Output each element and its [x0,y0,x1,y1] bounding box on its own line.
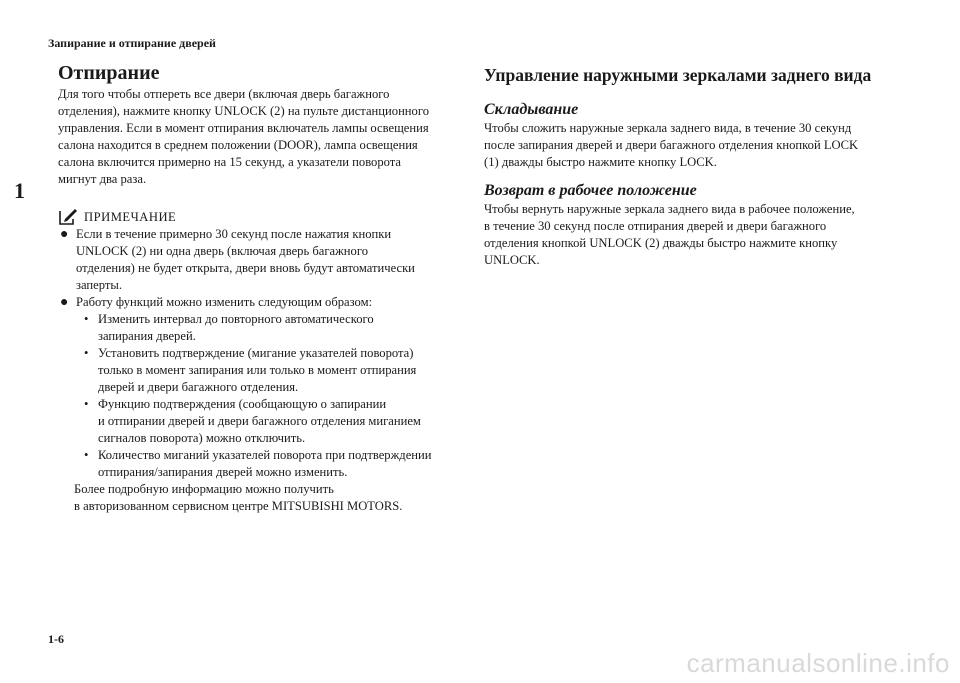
note-block [58,208,458,515]
note-header [58,208,458,226]
page-number: 1-6 [48,632,64,646]
text-line: Изменить интервал до повторного автоматического [98,312,374,326]
text-line: в течение 30 секунд после отпирания дверей и двери багажного [484,219,827,233]
text-line: UNLOCK. [484,253,540,267]
text-line: сигналов поворота) можно отключить. [98,431,306,445]
unlocking-paragraph [58,86,458,188]
text-line: Для того чтобы отпереть все двери (включая дверь багажного [58,87,390,101]
watermark: carmanualsonline.info [686,648,950,678]
text-line: Количество миганий указателей поворота при подтверждении [98,448,432,462]
subheading-return: Возврат в рабочее положение [484,182,697,199]
note-footer-text [74,481,458,515]
sub-bullet-mark: • [84,397,89,411]
text-line: Более подробную информацию можно получить [74,482,334,496]
note-pencil-icon [58,208,78,226]
sub-item-text [98,447,458,481]
text-line: отделения), нажмите кнопку UNLOCK (2) на пульте дистанционного [58,104,429,118]
header-title: Запирание и отпирание дверей [48,36,216,50]
sub-bullet-mark: • [84,448,89,462]
left-column [58,60,458,515]
chapter-number: 1 [14,178,25,203]
text-line: мигнут два раза. [58,172,147,186]
text-line: салона включится примерно на 15 секунд, а указатели поворота [58,155,402,169]
section-heading-mirrors: Управление наружными зеркалами заднего вида [484,65,872,85]
note-sub-item [84,345,458,396]
text-line: дверей и двери багажного отделения. [98,380,299,394]
note-bullet [60,294,458,311]
text-line: запирания дверей. [98,329,196,343]
sub-bullet-mark: • [84,312,89,326]
text-line: Функцию подтверждения (сообщающую о запирании [98,397,387,411]
text-line: (1) дважды быстро нажмите кнопку LOCK. [484,155,717,169]
text-line: заперты. [76,278,122,292]
note-sub-item [84,447,458,481]
sub-item-text [98,396,458,447]
text-line: Чтобы сложить наружные зеркала заднего вида, в течение 30 секунд [484,121,852,135]
bullet-text [76,226,458,294]
bullet-dot-icon: ● [60,227,69,242]
text-line: после запирания дверей и двери багажного отделения кнопкой LOCK [484,138,859,152]
text-line: UNLOCK (2) ни одна дверь (включая дверь багажного [76,244,368,258]
folding-paragraph [484,120,894,171]
text-line: Установить подтверждение (мигание указателей поворота) [98,346,414,360]
sub-item-text [98,311,458,345]
note-sub-item [84,396,458,447]
return-paragraph [484,201,894,269]
bullet-text: Работу функций можно изменить следующим образом: [76,295,373,309]
note-bullet [60,226,458,294]
text-line: салона находится в среднем положении (DOOR), лампа освещения [58,138,418,152]
right-column [484,60,894,269]
sub-item-text [98,345,458,396]
text-line: Если в течение примерно 30 секунд после нажатия кнопки [76,227,392,241]
text-line: и отпирании дверей и двери багажного отделения миганием [98,414,421,428]
text-line: отделения кнопкой UNLOCK (2) дважды быстро нажмите кнопку [484,236,838,250]
text-line: отпирания/запирания дверей можно изменить. [98,465,348,479]
text-line: Чтобы вернуть наружные зеркала заднего вида в рабочее положение, [484,202,855,216]
text-line: отделения) не будет открыта, двери вновь будут автоматически [76,261,415,275]
bullet-dot-icon: ● [60,295,69,310]
text-line: только в момент запирания или только в момент отпирания [98,363,417,377]
sub-bullet-mark: • [84,346,89,360]
note-label: ПРИМЕЧАНИЕ [84,209,177,224]
text-line: в авторизованном сервисном центре MITSUBISHI MOTORS. [74,499,403,513]
text-line: управления. Если в момент отпирания включатель лампы освещения [58,121,429,135]
section-heading-unlocking: Отпирание [58,62,160,84]
subheading-folding: Складывание [484,101,579,118]
note-sub-item [84,311,458,345]
